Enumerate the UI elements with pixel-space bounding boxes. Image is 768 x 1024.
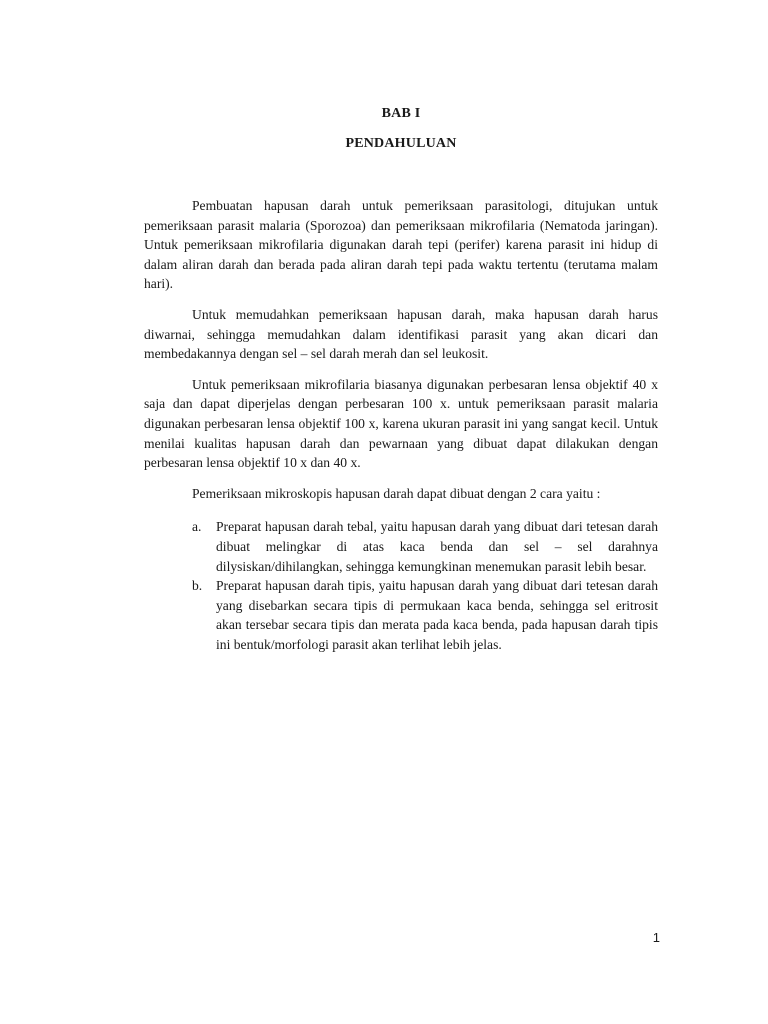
paragraph-staining: Untuk memudahkan pemeriksaan hapusan darah, maka hapusan darah harus diwarnai, sehingga memudahkan dalam identifikasi parasit yang akan dicari dan membedakannya dengan sel – sel darah merah dan sel leukosit. <box>144 306 658 362</box>
list-item <box>144 517 658 576</box>
page-number: 1 <box>652 930 660 945</box>
document-body <box>144 196 658 654</box>
paragraph-methods: Pemeriksaan mikroskopis hapusan darah dapat dibuat dengan 2 cara yaitu : <box>192 485 601 501</box>
paragraph-magnification: Untuk pemeriksaan mikrofilaria biasanya digunakan perbesaran lensa objektif 40 x saja dan dapat diperjelas dengan perbesaran 100 x. untuk pemeriksaan parasit malaria digunakan perbesaran lensa objektif 100 x, karena ukuran parasit ini yang sangat kecil. Untuk menilai kualitas hapusan darah dan pewarnaan yang dibuat dapat dilakukan dengan perbesaran lensa objektif 10 x dan 40 x. <box>144 376 658 471</box>
list-item <box>144 576 658 654</box>
chapter-title: PENDAHULUAN <box>345 136 457 151</box>
chapter-heading: BAB I <box>381 106 421 121</box>
list-marker: b. <box>192 578 203 594</box>
methods-list <box>144 517 658 654</box>
list-marker: a. <box>192 519 202 535</box>
list-item-text: Preparat hapusan darah tipis, yaitu hapusan darah yang dibuat dari tetesan darah yang disebarkan secara tipis di permukaan kaca benda, sehingga sel eritrosit akan tersebar secara tipis dan merata pada kaca benda, pada hapusan darah tipis ini bentuk/morfologi parasit akan terlihat lebih jelas. <box>216 578 658 652</box>
list-item-text: Preparat hapusan darah tebal, yaitu hapusan darah yang dibuat dari tetesan darah dibuat melingkar di atas kaca benda dan sel – sel darahnya dilysiskan/dihilangkan, sehingga kemungkinan menemukan parasit lebih besar. <box>216 519 658 574</box>
paragraph-intro: Pembuatan hapusan darah untuk pemeriksaan parasitologi, ditujukan untuk pemeriksaan parasit malaria (Sporozoa) dan pemeriksaan mikrofilaria (Nematoda jaringan). Untuk pemeriksaan mikrofilaria digunakan darah tepi (perifer) karena parasit ini hidup di dalam aliran darah dan berada pada aliran darah tepi pada waktu tertentu (terutama malam hari). <box>144 198 658 292</box>
